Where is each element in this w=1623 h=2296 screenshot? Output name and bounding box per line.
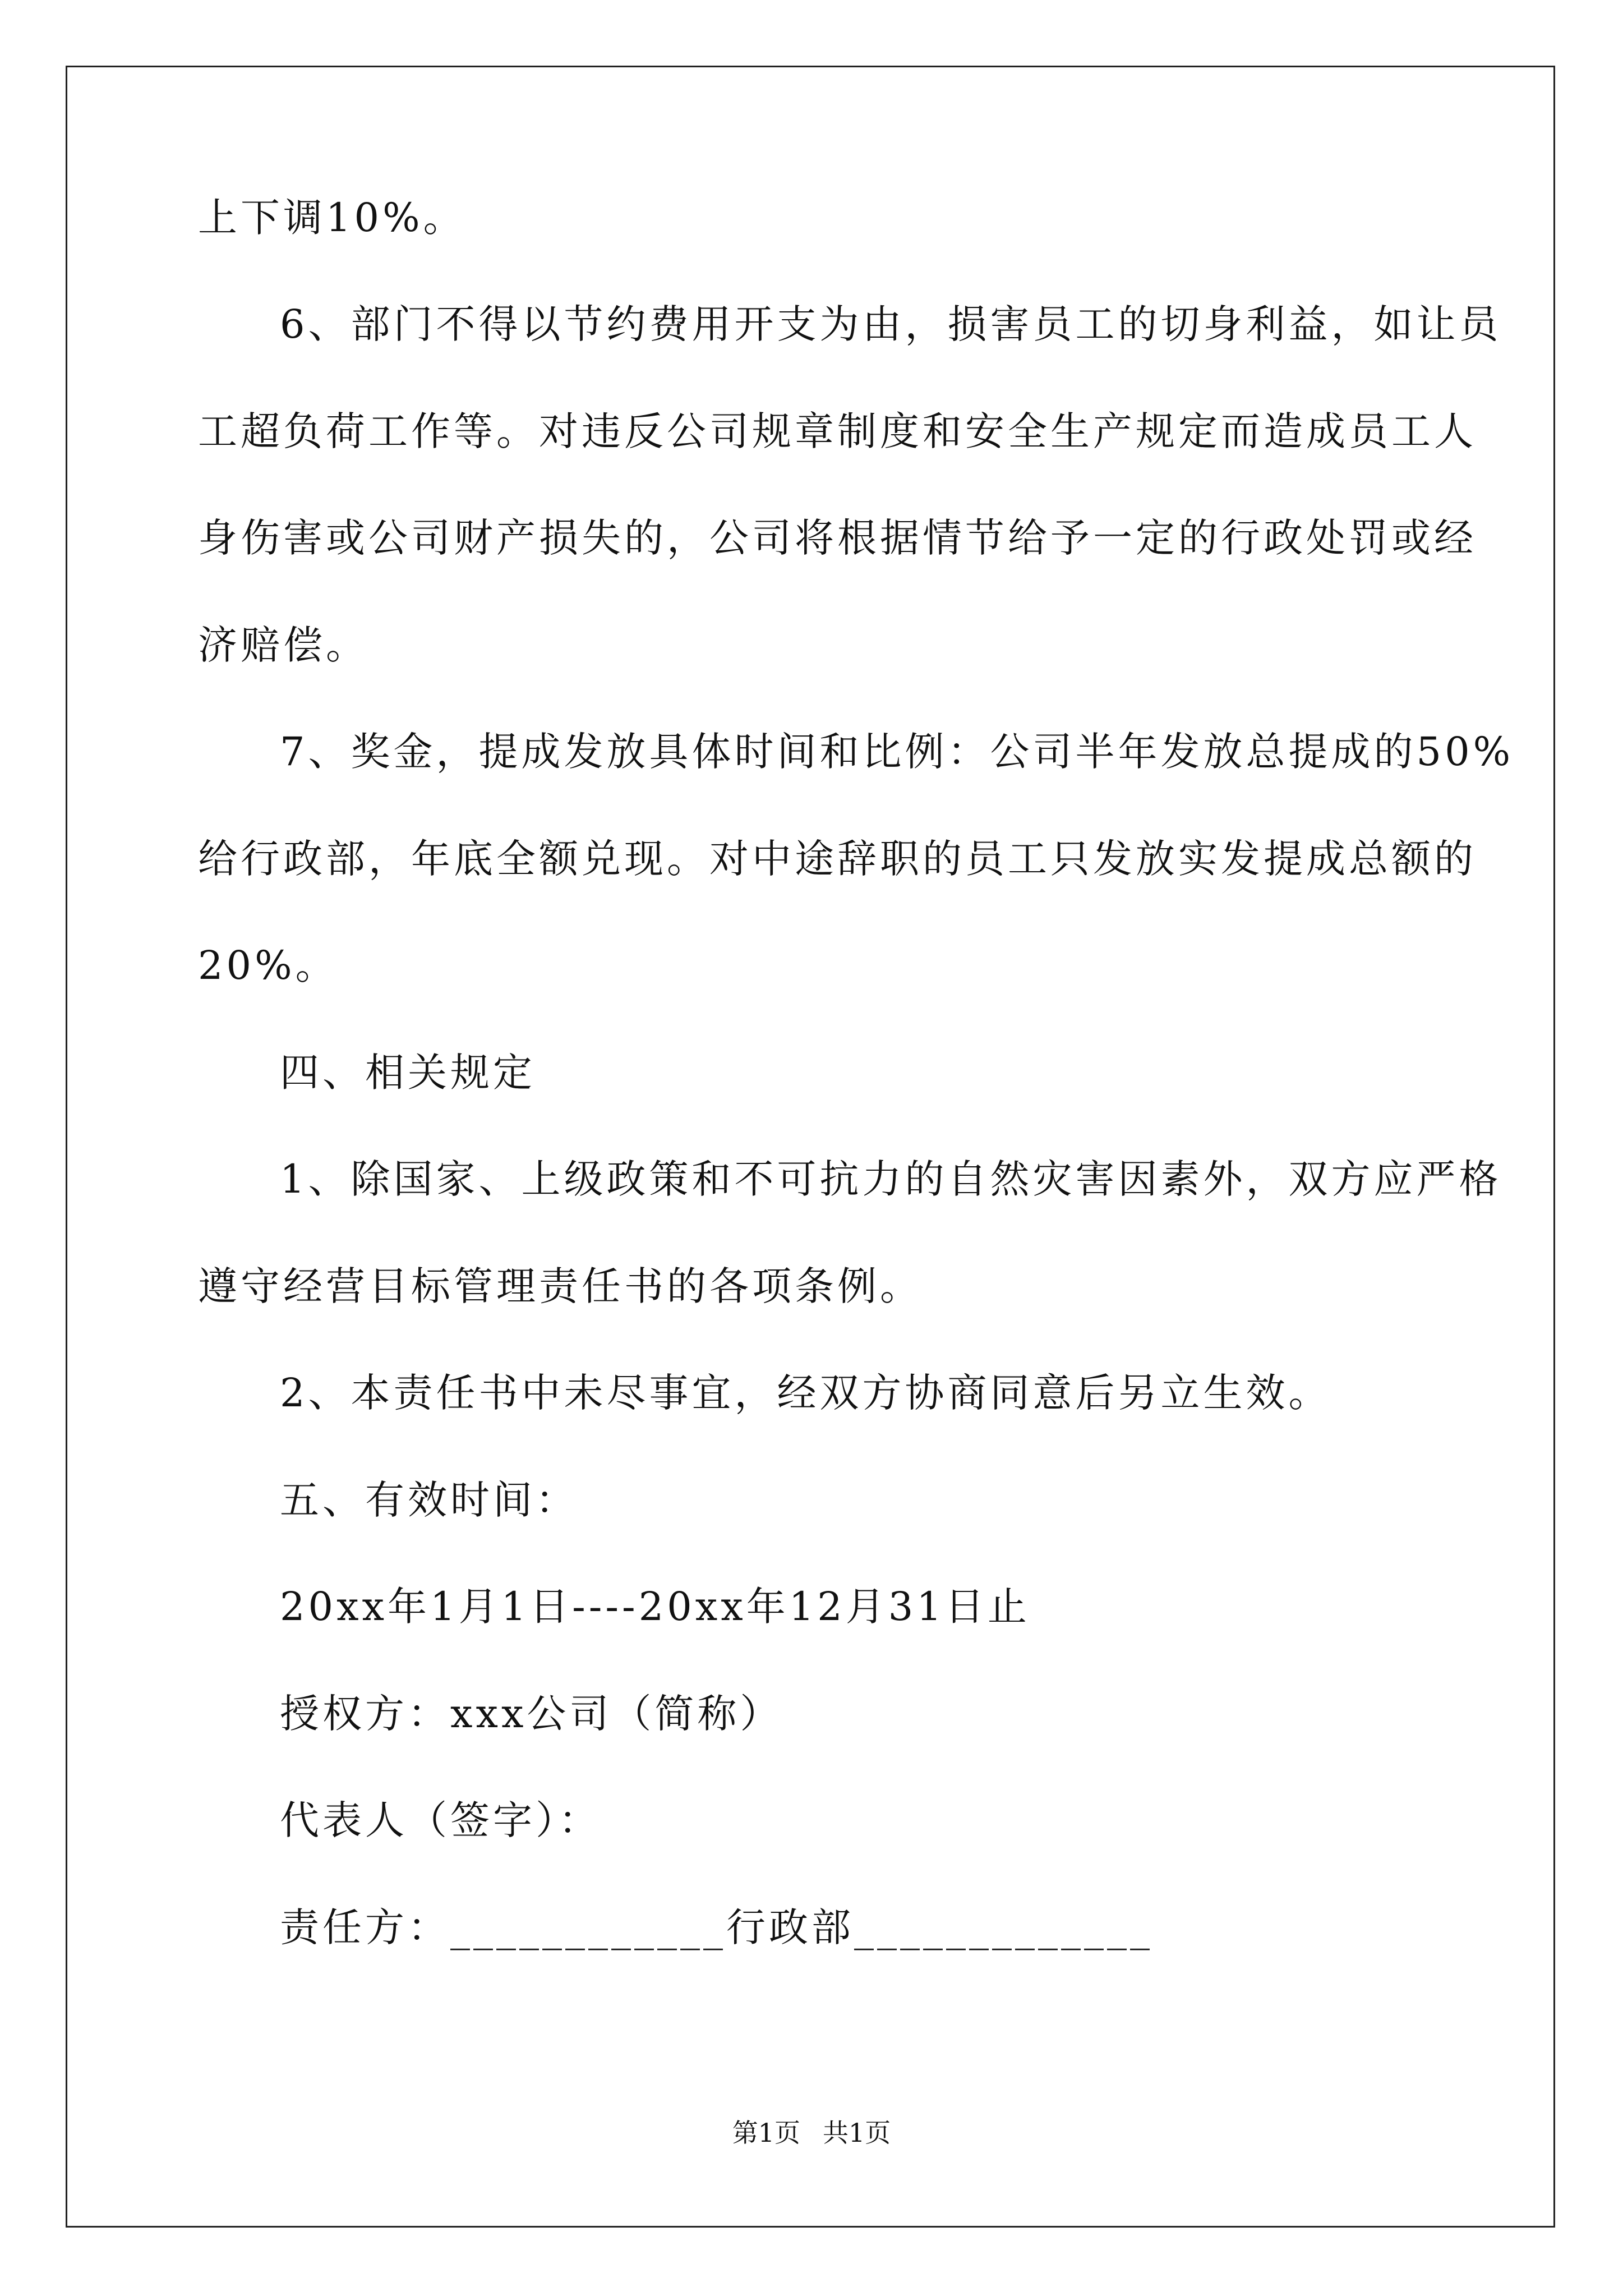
text-line: 2、本责任书中未尽事宜，经双方协商同意后另立生效。 (280, 1370, 1331, 1416)
section-heading: 五、有效时间： (280, 1477, 578, 1523)
text-line: 上下调10%。 (198, 195, 466, 241)
page-number: 第1页 (732, 2118, 800, 2148)
page-footer (0, 2116, 1623, 2150)
section-heading: 四、相关规定 (280, 1050, 536, 1096)
responsible-party: 责任方：____________行政部_____________ (280, 1904, 1153, 1950)
text-line: 20%。 (198, 942, 338, 988)
representative-signature: 代表人（签字）： (280, 1797, 601, 1843)
text-line: 6、部门不得以节约费用开支为由，损害员工的切身利益，如让员 (280, 301, 1502, 347)
text-line: 遵守经营目标管理责任书的各项条例。 (198, 1263, 923, 1309)
text-line: 身伤害或公司财产损失的，公司将根据情节给予一定的行政处罚或经 (198, 515, 1477, 561)
validity-period: 20xx年1月1日----20xx年12月31日止 (280, 1584, 1030, 1630)
authorizing-party: 授权方：xxx公司（简称） (280, 1691, 783, 1737)
text-line: 工超负荷工作等。对违反公司规章制度和安全生产规定而造成员工人 (198, 408, 1477, 454)
text-line: 济赔偿。 (198, 622, 368, 668)
page-total: 共1页 (823, 2118, 891, 2148)
text-line: 7、奖金，提成发放具体时间和比例：公司半年发放总提成的50% (280, 729, 1514, 775)
text-line: 给行政部，年底全额兑现。对中途辞职的员工只发放实发提成总额的 (198, 836, 1477, 882)
text-line: 1、除国家、上级政策和不可抗力的自然灾害因素外，双方应严格 (280, 1156, 1502, 1202)
